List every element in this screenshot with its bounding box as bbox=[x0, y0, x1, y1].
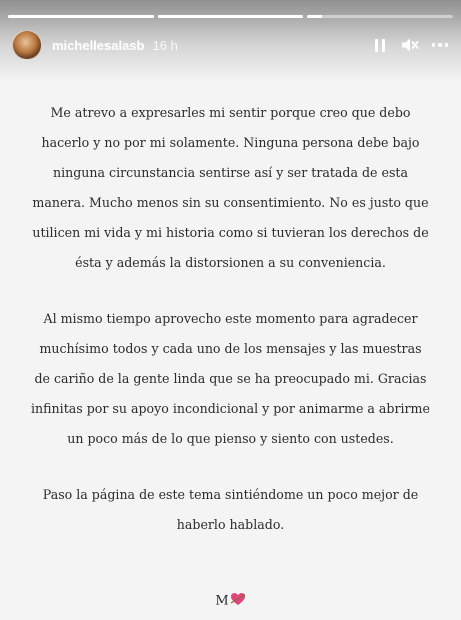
story-message bbox=[30, 98, 431, 566]
progress-segment[interactable] bbox=[158, 15, 304, 18]
signature bbox=[0, 592, 461, 610]
signature-initial: M bbox=[215, 593, 229, 609]
heart-with-arrow-icon bbox=[230, 592, 246, 610]
message-paragraph: Al mismo tiempo aprovecho este momento para agradecer muchísimo todos y cada uno de los mensajes y las muestras de cariño de la gente linda que se ha preocupado mi. Gracias infinitas por su apoyo incondicional y por animarme a abrirme un poco más de lo que pienso y siento con ustedes. bbox=[31, 311, 430, 446]
speaker-muted-icon bbox=[401, 37, 419, 53]
avatar[interactable] bbox=[12, 30, 42, 60]
story-controls bbox=[371, 36, 449, 54]
time-ago: 16 h bbox=[152, 37, 178, 53]
more-options-button[interactable] bbox=[431, 36, 449, 54]
pause-icon bbox=[375, 39, 385, 52]
progress-segment[interactable] bbox=[307, 15, 453, 18]
story-progress-bar bbox=[8, 15, 453, 18]
story-user-bar bbox=[12, 30, 449, 60]
progress-segment[interactable] bbox=[8, 15, 154, 18]
story-header bbox=[0, 0, 461, 82]
pause-button[interactable] bbox=[371, 36, 389, 54]
username[interactable]: michellesalasb bbox=[52, 37, 145, 53]
message-paragraph: Me atrevo a expresarles mi sentir porque creo que debo hacerlo y no por mi solamente. Ninguna persona debe bajo ninguna circunstancia sentirse así y ser tratada de esta manera. Mucho menos sin su consentimiento. No es justo que utilicen mi vida y mi historia como si tuvieran los derechos de ésta y además la distorsionen a su conveniencia. bbox=[32, 105, 429, 270]
more-dots-icon bbox=[432, 43, 449, 47]
message-paragraph: Paso la página de este tema sintiéndome un poco mejor de haberlo hablado. bbox=[42, 487, 419, 532]
mute-button[interactable] bbox=[401, 36, 419, 54]
